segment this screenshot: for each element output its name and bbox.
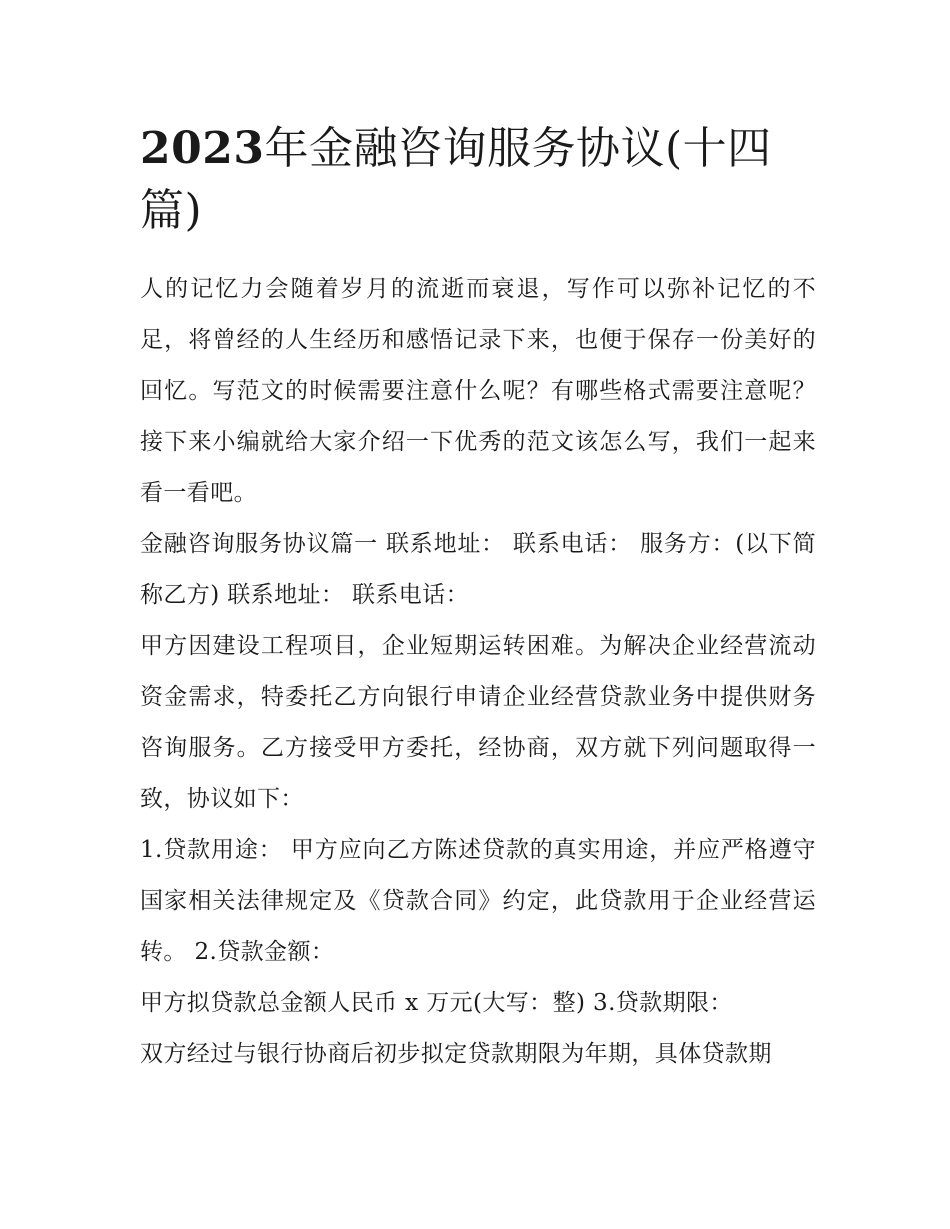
paragraph-loan-amount: 甲方拟贷款总金额人民币 x 万元(大写：整) 3.贷款期限： xyxy=(140,990,733,1016)
paragraph-background: 甲方因建设工程项目，企业短期运转困难。为解决企业经营流动资金需求，特委托乙方向银行申请企业经营贷款业务中提供财务咨询服务。乙方接受甲方委托，经协商，双方就下列问题取得一致，协议如下： xyxy=(140,633,816,812)
document-title xyxy=(140,118,816,242)
paragraph-loan-purpose: 1.贷款用途： 甲方应向乙方陈述贷款的真实用途，并应严格遵守国家相关法律规定及《贷款合同》约定，此贷款用于企业经营运转。 2.贷款金额： xyxy=(140,837,816,965)
document-content xyxy=(140,118,816,1080)
title-text: 年金融咨询服务协议(十四篇) xyxy=(140,123,772,236)
title-year: 2023 xyxy=(140,123,265,174)
paragraph-loan-term: 双方经过与银行协商后初步拟定贷款期限为年期，具体贷款期 xyxy=(140,1041,772,1067)
document-body xyxy=(140,264,816,1080)
paragraph-intro: 人的记忆力会随着岁月的流逝而衰退，写作可以弥补记忆的不足，将曾经的人生经历和感悟记录下来，也便于保存一份美好的回忆。写范文的时候需要注意什么呢？有哪些格式需要注意呢？接下来小编就给大家介绍一下优秀的范文该怎么写，我们一起来看一看吧。 xyxy=(140,276,816,506)
paragraph-parties: 金融咨询服务协议篇一 联系地址： 联系电话： 服务方：(以下简称乙方) 联系地址： 联系电话： xyxy=(140,531,816,608)
